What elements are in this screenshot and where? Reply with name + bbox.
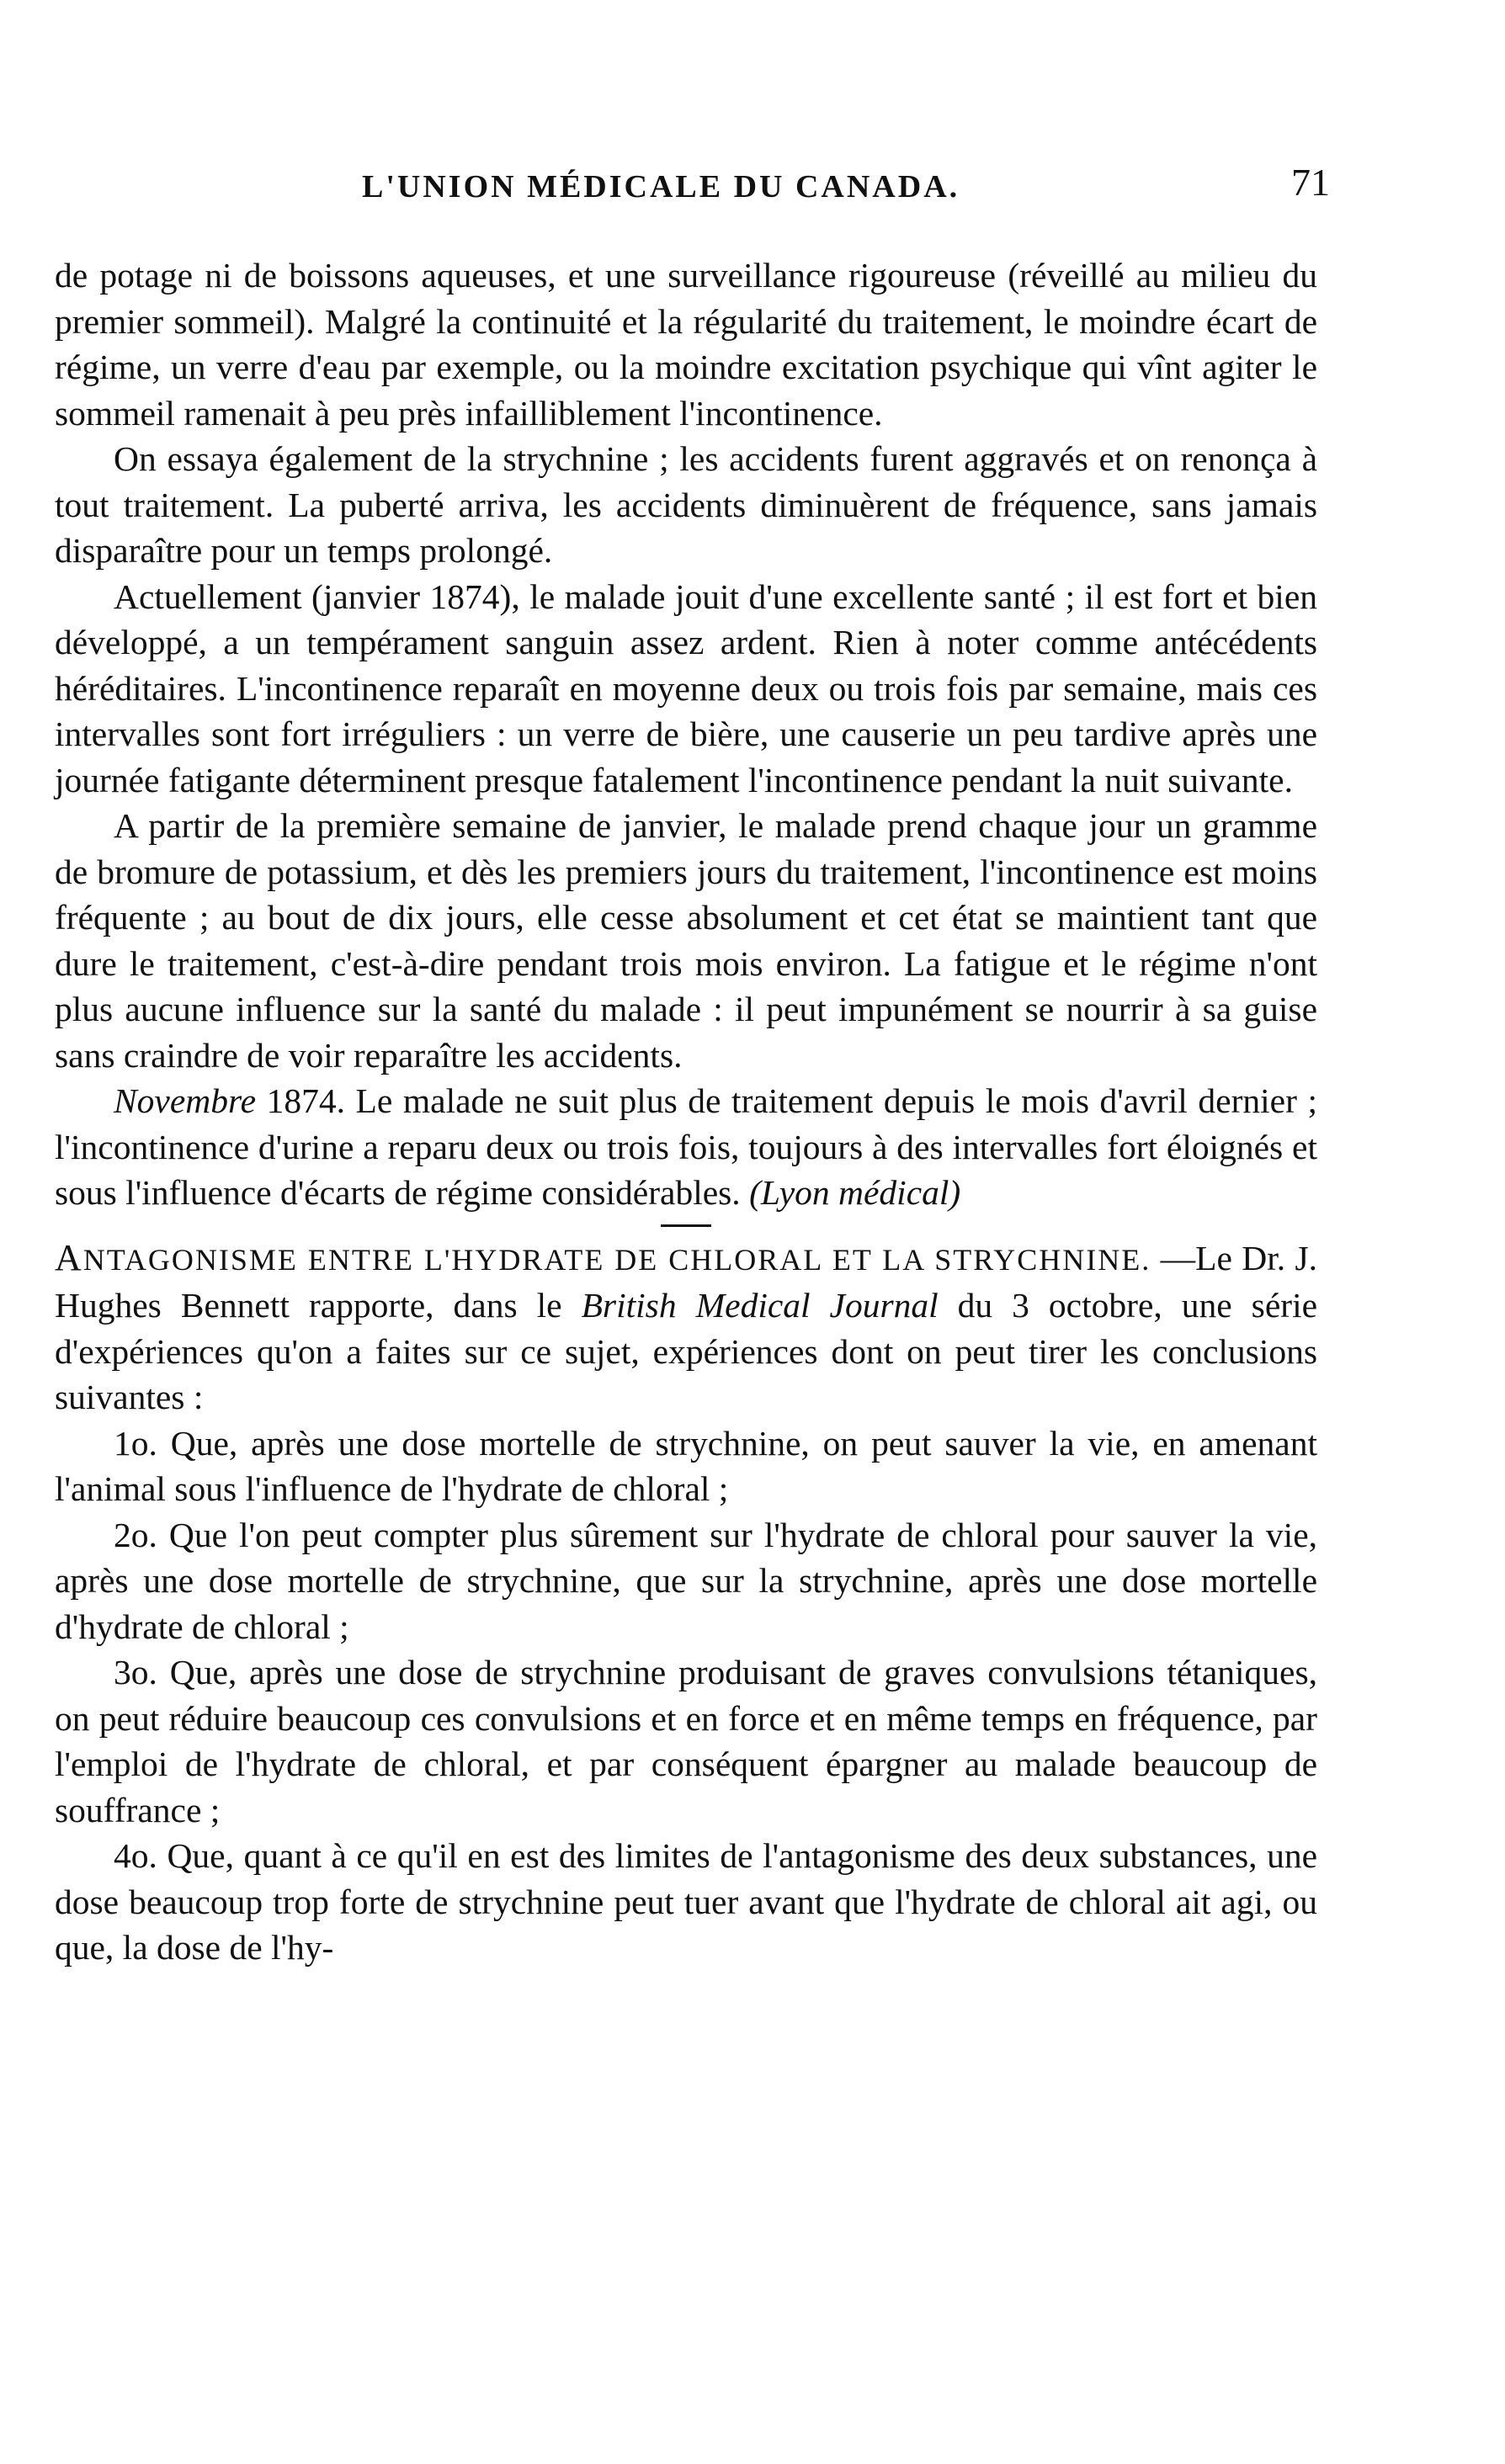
conclusion-2: 2o. Que l'on peut compter plus sûrement sur l'hydrate de chloral pour sauver la vie, après une dose mortelle de strychnine, que sur la strychnine, après une dose mortelle d'hydrate de chloral ; bbox=[55, 1515, 1317, 1646]
section-intro-b: du 3 octobre, une série d'expériences qu'on a faites sur ce sujet, expériences dont on peut tirer les conclusions suivantes : bbox=[55, 1286, 1318, 1416]
section-intro-a: —Le Dr. J. Hughes Bennett rapporte, dans le bbox=[55, 1238, 1318, 1325]
section-intro bbox=[55, 1235, 1317, 1421]
source-citation: (Lyon médical) bbox=[749, 1173, 961, 1212]
running-head bbox=[126, 160, 1347, 210]
running-title: L'UNION MÉDICALE DU CANADA. bbox=[362, 169, 960, 204]
page-number: 71 bbox=[1291, 161, 1330, 204]
journal-name: British Medical Journal bbox=[581, 1286, 939, 1325]
body-text bbox=[55, 252, 1317, 1971]
paragraph-current-state: Actuellement (janvier 1874), le malade jouit d'une excellente santé ; il est fort et bien développé, a un tempérament sanguin assez ardent. Rien à noter comme antécédents héréditaires. L'incontinence reparaît en moyenne deux ou trois fois par semaine, mais ces intervalles sont fort irréguliers : un verre de bière, une causerie un peu tardive après une journée fatigante déterminent presque fatalement l'incontinence pendant la nuit suivante. bbox=[55, 576, 1317, 799]
november-text: 1874. Le malade ne suit plus de traitement depuis le mois d'avril dernier ; l'incontinence d'urine a reparu deux ou trois fois, toujours à des intervalles fort éloignés et sous l'influence d'écarts de régime considérables. bbox=[55, 1081, 1318, 1212]
paragraph-treatment: A partir de la première semaine de janvier, le malade prend chaque jour un gramme de bromure de potassium, et dès les premiers jours du traitement, l'incontinence est moins fréquente ; au bout de dix jours, elle cesse absolument et cet état se maintient tant que dure le traitement, c'est-à-dire pendant trois mois environ. La fatigue et le régime n'ont plus aucune influence sur la santé du malade : il peut impunément se nourrir à sa guise sans craindre de voir reparaître les accidents. bbox=[55, 806, 1317, 1075]
paragraph-november bbox=[55, 1078, 1317, 1216]
section-title-initial: A bbox=[55, 1236, 83, 1278]
date-italic: Novembre bbox=[114, 1081, 257, 1120]
conclusion-3: 3o. Que, après une dose de strychnine produisant de graves convulsions tétaniques, on peut réduire beaucoup ces convulsions et en force et en même temps en fréquence, par l'emploi de l'hydrate de chloral, et par conséquent épargner au malade beaucoup de souffrance ; bbox=[55, 1653, 1317, 1829]
conclusion-1: 1o. Que, après une dose mortelle de strychnine, on peut sauver la vie, en amenant l'animal sous l'influence de l'hydrate de chloral ; bbox=[55, 1423, 1317, 1508]
paragraph-continuation: de potage ni de boissons aqueuses, et une surveillance rigoureuse (réveillé au milieu du premier sommeil). Malgré la continuité et la régularité du traitement, le moindre écart de régime, un verre d'eau par exemple, ou la moindre excitation psychique qui vînt agiter le sommeil ramenait à peu près infailliblement l'incontinence. bbox=[55, 256, 1317, 433]
section-title-text: NTAGONISME ENTRE L'HYDRATE DE CHLORAL ET LA STRYCHNINE. bbox=[82, 1242, 1151, 1277]
conclusion-4: 4o. Que, quant à ce qu'il en est des limites de l'antagonisme des deux substances, une dose beaucoup trop forte de strychnine peut tuer avant que l'hydrate de chloral ait agi, ou que, la dose de l'hy- bbox=[55, 1836, 1317, 1967]
paragraph-strychnine: On essaya également de la strychnine ; les accidents furent aggravés et on renonça à tout traitement. La puberté arriva, les accidents diminuèrent de fréquence, sans jamais disparaître pour un temps prolongé. bbox=[55, 439, 1317, 570]
section-title bbox=[55, 1236, 1151, 1278]
section-divider bbox=[661, 1224, 711, 1227]
